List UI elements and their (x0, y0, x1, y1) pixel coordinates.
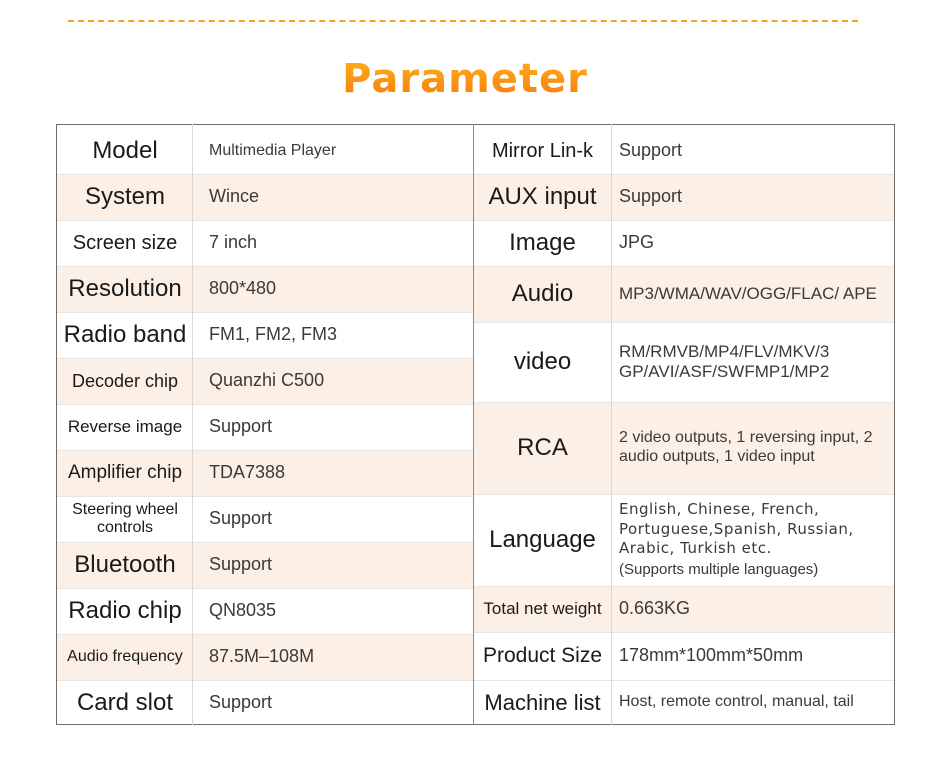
right-row-value: Support (619, 186, 683, 207)
left-row-value: Support (209, 554, 273, 575)
right-row-value: 0.663KG (619, 598, 691, 619)
left-row-value: 7 inch (209, 232, 258, 253)
right-row-value: Host, remote control, manual, tail (619, 693, 854, 711)
left-row-label: Bluetooth (74, 551, 176, 579)
left-column-divider (192, 124, 193, 725)
right-row-label: Product Size (482, 643, 603, 667)
left-row-label: Screen size (72, 231, 178, 254)
right-column-divider (611, 124, 612, 725)
left-row-label: Decoder chip (71, 370, 179, 391)
page-title: Parameter (0, 56, 930, 102)
right-row-value: 178mm*100mm*50mm (619, 645, 804, 666)
center-divider (473, 124, 474, 725)
right-row-label: AUX input (488, 183, 597, 211)
left-row-label: Steering wheel controls (72, 500, 178, 536)
left-row-value: Support (209, 416, 273, 437)
right-row-value: JPG (619, 232, 655, 253)
left-row-value: FM1, FM2, FM3 (209, 324, 338, 345)
left-row-label: Resolution (68, 275, 182, 303)
right-row-label: Machine list (484, 689, 601, 715)
right-row-value: 2 video outputs, 1 reversing input, 2 audio outputs, 1 video input (619, 429, 873, 465)
left-row-label: System (84, 183, 165, 211)
left-row-label: Reverse image (67, 417, 183, 437)
right-row-label: video (513, 348, 572, 376)
left-row-value: 87.5M–108M (209, 646, 315, 667)
right-row-value-note: (Supports multiple languages) (619, 560, 819, 578)
left-row-label: Radio chip (68, 597, 182, 625)
left-row-value: Support (209, 508, 273, 529)
left-row-label: Radio band (63, 321, 187, 349)
right-row-value: MP3/WMA/WAV/OGG/FLAC/ APE (619, 283, 877, 303)
right-row-label: RCA (517, 434, 568, 462)
right-row-label: Language (489, 526, 596, 554)
left-row-value: QN8035 (209, 600, 277, 621)
left-row-value: Multimedia Player (209, 141, 337, 159)
top-dashed-divider (68, 20, 858, 22)
left-row-value: Support (209, 691, 273, 712)
right-row-value: RM/RMVB/MP4/FLV/MKV/3 GP/AVI/ASF/SWFMP1/MP2 (619, 341, 830, 381)
left-row-label: Card slot (76, 688, 174, 716)
right-row-label: Image (509, 229, 576, 257)
left-row-value: 800*480 (209, 278, 277, 299)
left-row-value: Wince (209, 186, 260, 207)
right-row-label: Audio (511, 280, 574, 308)
left-row-label: Amplifier chip (67, 462, 183, 484)
left-row-value: Quanzhi C500 (209, 370, 325, 391)
right-row-value-text: English, Chinese, French, Portuguese,Spanish, Russian, Arabic, Turkish etc. (619, 500, 854, 558)
right-row-value (619, 494, 893, 586)
left-row-label: Model (92, 137, 158, 165)
right-row-value: Support (619, 140, 683, 161)
left-row-label: Audio frequency (67, 647, 183, 665)
right-row-label: Total net weight (483, 599, 602, 619)
left-row-value: TDA7388 (209, 462, 286, 483)
right-row-label: Mirror Lin-k (491, 139, 594, 162)
